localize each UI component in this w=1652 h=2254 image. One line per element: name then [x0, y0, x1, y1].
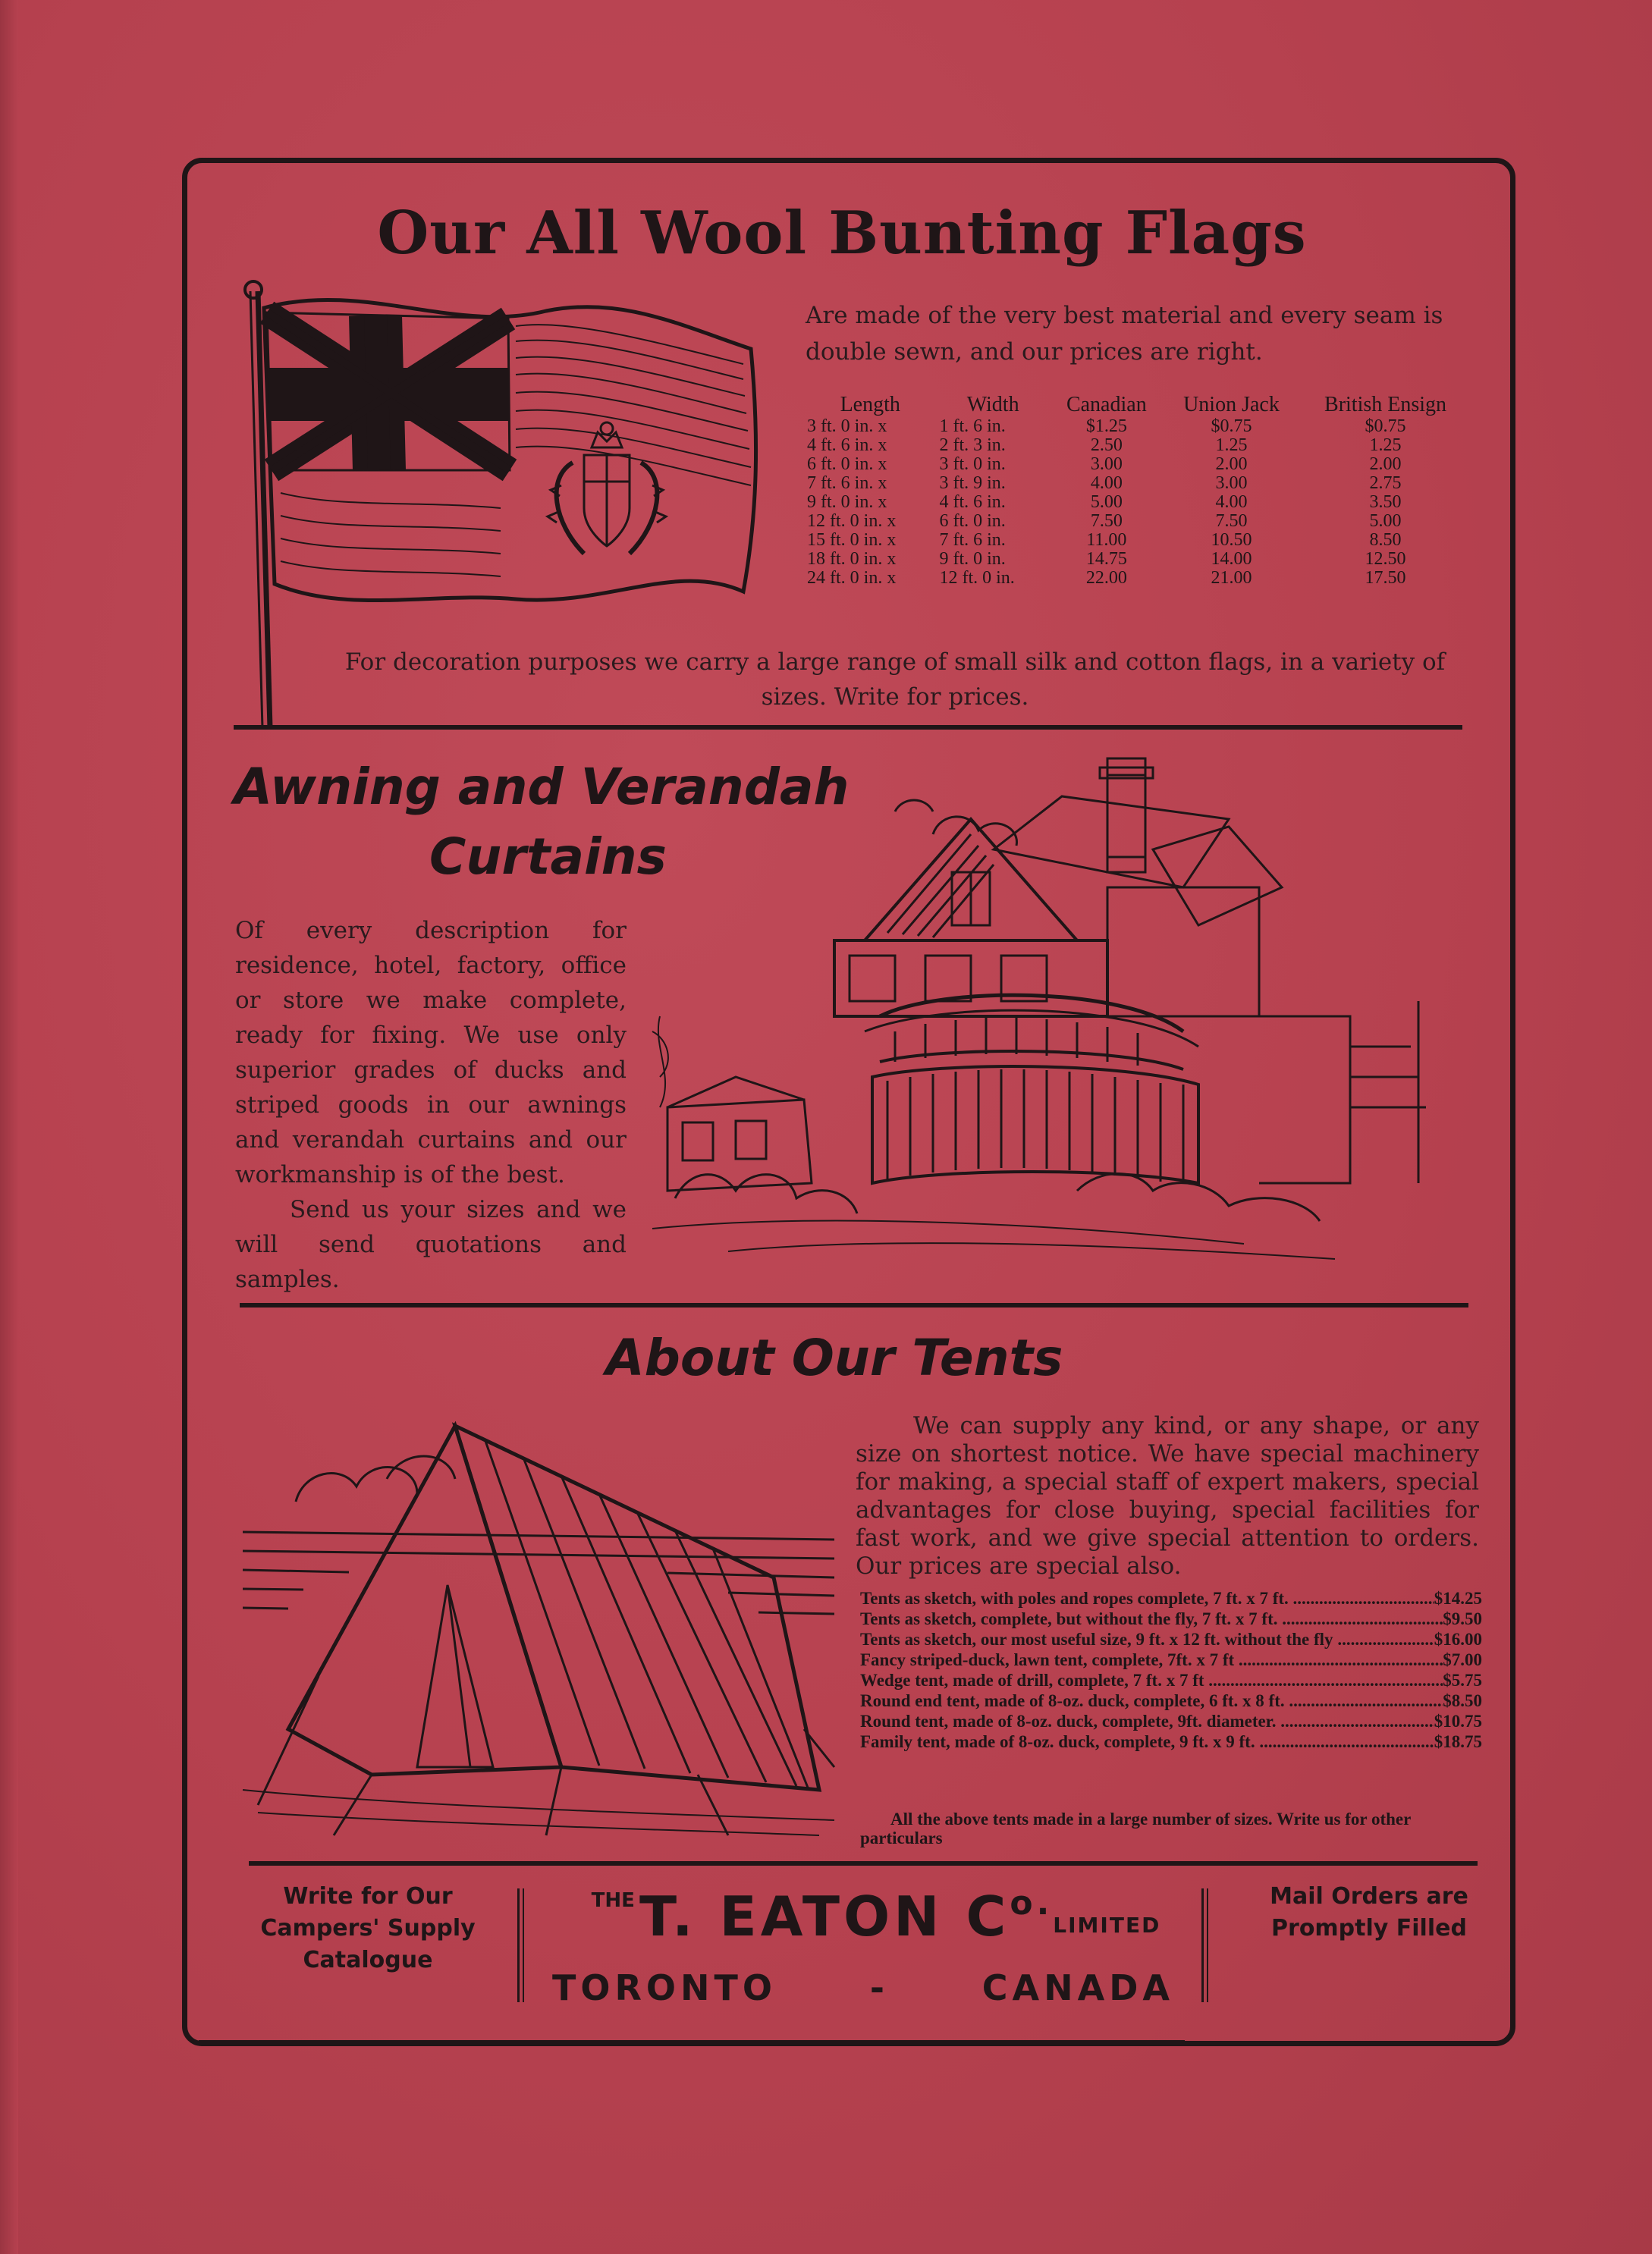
cell-length: 7 ft. 6 in. x	[807, 473, 887, 493]
cell-length: 24 ft. 0 in. x	[807, 568, 897, 588]
tent-desc: Fancy striped-duck, lawn tent, complete, 7ft. x 7 ft .....	[860, 1650, 1443, 1670]
cell-canadian: 22.00	[1085, 568, 1127, 588]
list-item	[860, 1588, 1482, 1609]
cell-width: 3 ft. 9 in.	[939, 473, 1006, 493]
col-canadian: Canadian	[1066, 393, 1147, 416]
company-country: CANADA	[981, 1967, 1174, 2008]
tents-footnote: All the above tents made in a large number of sizes. Write us for other particulars	[860, 1810, 1411, 1847]
divider	[240, 1303, 1468, 1308]
cell-british-ensign: 1.25	[1369, 435, 1402, 455]
awning-paragraph-1: Of every description for residence, hotel, factory, office or store we make complete, ready for fixing. We use only superior grades of ducks and striped goods in our awnings and verandah curtains and our workmanship is of the best.	[235, 917, 627, 1188]
list-item	[860, 1650, 1482, 1670]
table-row	[804, 512, 1471, 531]
col-british-ensign: British Ensign	[1324, 393, 1447, 416]
tent-desc: Round tent, made of 8-oz. duck, complete, 9ft. diameter. .....	[860, 1711, 1434, 1731]
cell-width: 9 ft. 0 in.	[939, 549, 1006, 569]
list-item	[860, 1670, 1482, 1690]
cell-length: 9 ft. 0 in. x	[807, 492, 887, 512]
cell-union-jack: 1.25	[1215, 435, 1248, 455]
table-row	[804, 531, 1471, 550]
table-row	[804, 455, 1471, 474]
company-the: THE	[591, 1889, 635, 1912]
table-row	[804, 417, 1471, 436]
cell-width: 12 ft. 0 in.	[939, 568, 1015, 588]
tents-intro: We can supply any kind, or any shape, or any size on shortest notice. We have special machinery for making, a special staff of expert makers, special advantages for close buying, special facilities for fast work, and we give special attention to orders. Our prices are special also.	[856, 1412, 1479, 1580]
tent-price: $18.75	[1434, 1732, 1482, 1751]
cell-canadian: 3.00	[1090, 454, 1123, 474]
mail-orders-note: Mail Orders are Promptly Filled	[1270, 1883, 1468, 1942]
cell-british-ensign: 2.75	[1369, 473, 1402, 493]
tent-price: $5.75	[1443, 1671, 1482, 1690]
cell-british-ensign: 8.50	[1369, 530, 1402, 550]
cell-union-jack: 10.50	[1211, 530, 1252, 550]
tent-desc: Tents as sketch, with poles and ropes complete, 7 ft. x 7 ft. .....	[860, 1588, 1434, 1609]
tent-price: $7.00	[1443, 1650, 1482, 1669]
cell-width: 6 ft. 0 in.	[939, 511, 1006, 531]
awning-description	[235, 913, 627, 1297]
cell-british-ensign: 5.00	[1369, 511, 1402, 531]
tent-price: $14.25	[1434, 1589, 1482, 1608]
table-row	[804, 493, 1471, 512]
cell-length: 6 ft. 0 in. x	[807, 454, 887, 474]
location-dash: -	[869, 1967, 889, 2008]
tent-desc: Tents as sketch, our most useful size, 9 ft. x 12 ft. without the fly .....	[860, 1629, 1434, 1650]
list-item	[860, 1711, 1482, 1731]
company-main: T. EATON C	[639, 1885, 1010, 1948]
tent-price: $9.50	[1443, 1609, 1482, 1628]
cell-length: 15 ft. 0 in. x	[807, 530, 897, 550]
company-limited: LIMITED	[1053, 1913, 1161, 1938]
table-row	[804, 474, 1471, 493]
tent-price: $10.75	[1434, 1712, 1482, 1731]
cell-british-ensign: 2.00	[1369, 454, 1402, 474]
company-location	[552, 1967, 1174, 2008]
col-width: Width	[966, 393, 1019, 416]
tent-desc: Tents as sketch, complete, but without the fly, 7 ft. x 7 ft. .....	[860, 1609, 1443, 1629]
tents-title: About Our Tents	[605, 1329, 1063, 1387]
cell-british-ensign: $0.75	[1365, 416, 1406, 436]
awning-paragraph-2: Send us your sizes and we will send quotations and samples.	[235, 1196, 627, 1293]
cell-british-ensign: 3.50	[1369, 492, 1402, 512]
list-item	[860, 1731, 1482, 1752]
cell-width: 1 ft. 6 in.	[939, 416, 1006, 436]
footer-separator	[517, 1888, 524, 2002]
cell-canadian: 7.50	[1090, 511, 1123, 531]
cell-width: 7 ft. 6 in.	[939, 530, 1006, 550]
cell-length: 12 ft. 0 in. x	[807, 511, 897, 531]
tent-price: $8.50	[1443, 1691, 1482, 1710]
cell-canadian: 4.00	[1090, 473, 1123, 493]
list-item	[860, 1690, 1482, 1711]
cell-union-jack: 14.00	[1211, 549, 1252, 569]
company-name	[584, 1884, 1168, 1948]
bottom-rule	[199, 2040, 1185, 2043]
tent-desc: Round end tent, made of 8-oz. duck, complete, 6 ft. x 8 ft. .....	[860, 1690, 1443, 1711]
cell-width: 3 ft. 0 in.	[939, 454, 1006, 474]
list-item	[860, 1629, 1482, 1650]
cell-union-jack: 21.00	[1211, 568, 1252, 588]
cell-union-jack: 3.00	[1215, 473, 1248, 493]
house-illustration	[652, 758, 1471, 1259]
awning-title-line2: Curtains	[429, 827, 667, 886]
campers-catalogue-note: Write for Our Campers' Supply Catalogue	[260, 1883, 476, 1973]
paper-edge	[0, 0, 18, 2254]
tent-price: $16.00	[1434, 1630, 1482, 1649]
cell-canadian: 11.00	[1086, 530, 1127, 550]
divider	[234, 725, 1462, 730]
tent-price-list	[860, 1588, 1482, 1752]
col-union-jack: Union Jack	[1183, 393, 1280, 416]
cell-union-jack: 4.00	[1215, 492, 1248, 512]
awning-title-line1: Awning and Verandah	[234, 758, 850, 816]
divider	[249, 1861, 1478, 1866]
cell-union-jack: 7.50	[1215, 511, 1248, 531]
tent-desc: Family tent, made of 8-oz. duck, complete, 9 ft. x 9 ft. .....	[860, 1731, 1434, 1752]
table-row	[804, 436, 1471, 455]
cell-canadian: $1.25	[1085, 416, 1127, 436]
cell-width: 2 ft. 3 in.	[939, 435, 1006, 455]
cell-canadian: 5.00	[1090, 492, 1123, 512]
footer-separator	[1201, 1888, 1208, 2002]
cell-length: 4 ft. 6 in. x	[807, 435, 887, 455]
flags-intro: Are made of the very best material and every seam is double sewn, and our prices are right.	[806, 302, 1443, 366]
flag-price-table	[804, 394, 1471, 588]
cell-length: 3 ft. 0 in. x	[807, 416, 887, 436]
tent-desc: Wedge tent, made of drill, complete, 7 ft. x 7 ft .....	[860, 1670, 1443, 1690]
decoration-note: For decoration purposes we carry a large range of small silk and cotton flags, in a variety of sizes. Write for prices.	[344, 648, 1446, 711]
tent-illustration	[243, 1411, 834, 1843]
table-header-row	[804, 394, 1471, 417]
table-row	[804, 569, 1471, 588]
cell-british-ensign: 17.50	[1365, 568, 1406, 588]
col-length: Length	[840, 393, 900, 416]
company-o: o.	[1010, 1884, 1054, 1923]
cell-union-jack: $0.75	[1211, 416, 1252, 436]
cell-length: 18 ft. 0 in. x	[807, 549, 897, 569]
cell-british-ensign: 12.50	[1365, 549, 1406, 569]
list-item	[860, 1609, 1482, 1629]
company-city: TORONTO	[552, 1967, 777, 2008]
cell-canadian: 14.75	[1085, 549, 1127, 569]
flags-title: Our All Wool Bunting Flags	[377, 199, 1307, 268]
table-row	[804, 550, 1471, 569]
cell-union-jack: 2.00	[1215, 454, 1248, 474]
cell-canadian: 2.50	[1090, 435, 1123, 455]
cell-width: 4 ft. 6 in.	[939, 492, 1006, 512]
